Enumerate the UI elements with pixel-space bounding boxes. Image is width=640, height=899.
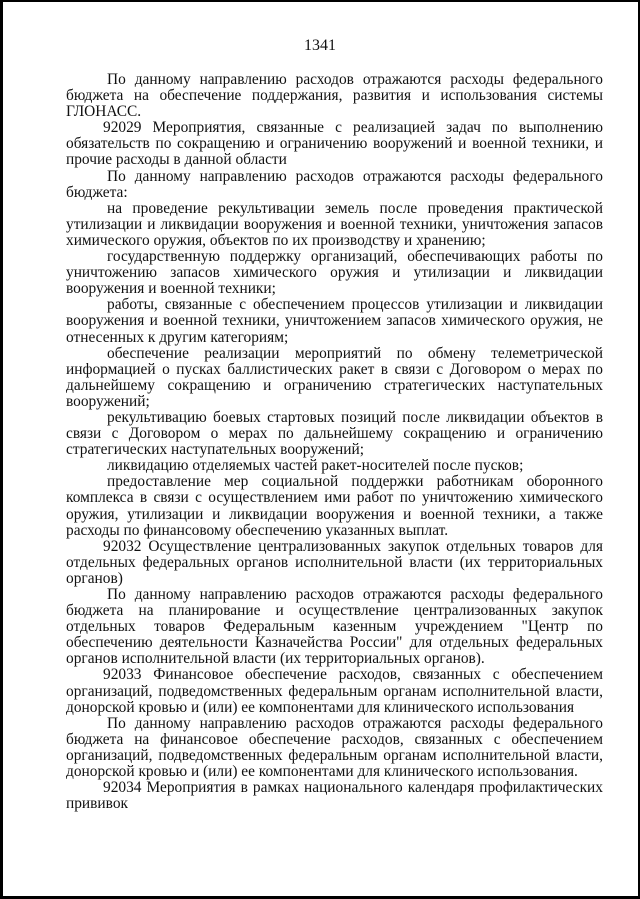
section-heading: 92032 Осуществление централизованных закупок отдельных товаров для отдельных федеральных органов исполнительной власти (их территориальных органов) — [66, 537, 603, 587]
page-number: 1341 — [304, 37, 336, 54]
scan-edge-top — [0, 0, 640, 2]
list-item: рекультивацию боевых стартовых позиций после ликвидации объектов в связи с Договором о мерах по дальнейшему сокращению и ограничению стратегических наступательных вооружений; — [66, 408, 603, 459]
section-heading: 92033 Финансовое обеспечение расходов, связанных с обеспечением организаций, подведомственных федеральным органам исполнительной власти, донорской кровью и (или) ее компонентами для клинического использования — [66, 666, 603, 716]
list-item: ликвидацию отделяемых частей ракет-носителей после пусков; — [107, 457, 524, 475]
paragraph: По данному направлению расходов отражаются расходы федерального бюджета на обеспечение поддержания, развития и использования системы ГЛОНАСС. — [66, 71, 603, 121]
section-heading: 92029 Мероприятия, связанные с реализацией задач по выполнению обязательств по сокращению и ограничению вооружений и военной техники, и прочие расходы в данной области — [66, 119, 603, 169]
list-item: предоставление мер социальной поддержки работникам оборонного комплекса в связи с осуществлением ими работ по уничтожению химического оружия, утилизации и ликвидации вооружения и военной техники, а также расходы по финансовому обеспечению указанных выплат. — [66, 473, 603, 539]
list-item: обеспечение реализации мероприятий по обмену телеметрической информацией о пусках баллистических ракет в связи с Договором о мерах по дальнейшему сокращению и ограничению стратегических наступательных вооружений; — [66, 344, 603, 410]
paragraph: По данному направлению расходов отражаются расходы федерального бюджета на финансовое обеспечение расходов, связанных с обеспечением организаций, подведомственных федеральным органам исполнительной власти, донорской кровью и (или) ее компонентами для клинического использования. — [66, 714, 603, 781]
list-item: на проведение рекультивации земель после проведения практической утилизации и ликвидации вооружения и военной техники, уничтожения запасов химического оружия, объектов по их производству и хранению; — [66, 199, 603, 249]
paragraph: По данному направлению расходов отражаются расходы федерального бюджета: — [66, 167, 603, 201]
scan-edge-left — [0, 0, 3, 899]
paragraph: По данному направлению расходов отражаются расходы федерального бюджета на планирование и осуществление централизованных закупок отдельных товаров Федеральным казенным учреждением "Центр по обеспечению деятельности Казначейства России" для отдельных федеральных органов исполнительной власти (их территориальных органов). — [66, 586, 603, 668]
list-item: работы, связанные с обеспечением процессов утилизации и ликвидации вооружения и военной техники, уничтожением запасов химического оружия, не отнесенных к другим категориям; — [66, 296, 603, 346]
list-item: государственную поддержку организаций, обеспечивающих работы по уничтожению запасов химического оружия и утилизации и ликвидации вооружения и военной техники; — [66, 248, 603, 298]
section-heading: 92034 Мероприятия в рамках национального календаря профилактических прививок — [66, 779, 603, 813]
document-body — [66, 72, 603, 812]
